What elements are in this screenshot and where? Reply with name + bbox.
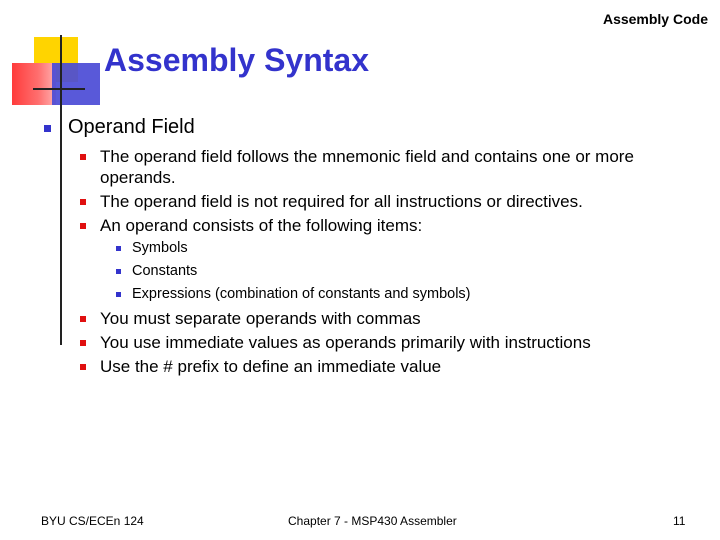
square-bullet-icon (116, 269, 121, 274)
bullet-level2 (40, 308, 680, 329)
bullet-level2 (40, 215, 680, 236)
page-number: 11 (673, 514, 686, 528)
bullet-level2 (40, 332, 680, 353)
decor-red-square (12, 63, 56, 105)
bullet-text: Constants (132, 263, 198, 279)
bullet-level1 (40, 114, 680, 140)
bullet-text: Symbols (132, 240, 188, 256)
bullet-text: Expressions (combination of constants and symbols) (132, 286, 471, 302)
slide-content (40, 114, 680, 380)
bullet-text: Operand Field (68, 116, 195, 138)
bullet-level3 (40, 262, 680, 281)
square-bullet-icon (80, 154, 86, 160)
square-bullet-icon (80, 316, 86, 322)
corner-title: Assembly Code (602, 11, 708, 27)
square-bullet-icon (80, 340, 86, 346)
bullet-level3 (40, 239, 680, 258)
bullet-text: You must separate operands with commas (100, 309, 421, 328)
bullet-text: Use the # prefix to define an immediate value (100, 357, 442, 376)
bullet-level3 (40, 285, 680, 304)
bullet-text: You use immediate values as operands primarily with instructions (100, 333, 591, 352)
square-bullet-icon (80, 199, 86, 205)
bullet-level2 (40, 146, 680, 188)
square-bullet-icon (80, 223, 86, 229)
bullet-level2 (40, 191, 680, 212)
bullet-level2 (40, 356, 680, 377)
bullet-text: An operand consists of the following items: (100, 216, 423, 235)
square-bullet-icon (80, 364, 86, 370)
footer-left: BYU CS/ECEn 124 (41, 514, 144, 528)
square-bullet-icon (116, 292, 121, 297)
square-bullet-icon (116, 246, 121, 251)
footer-center: Chapter 7 - MSP430 Assembler (288, 514, 457, 528)
bullet-text: The operand field is not required for all instructions or directives. (100, 192, 583, 211)
decor-horizontal-line (33, 88, 85, 90)
square-bullet-icon (44, 125, 51, 132)
bullet-text: The operand field follows the mnemonic field and contains one or more operands. (100, 147, 634, 187)
slide-title: Assembly Syntax (104, 42, 370, 78)
